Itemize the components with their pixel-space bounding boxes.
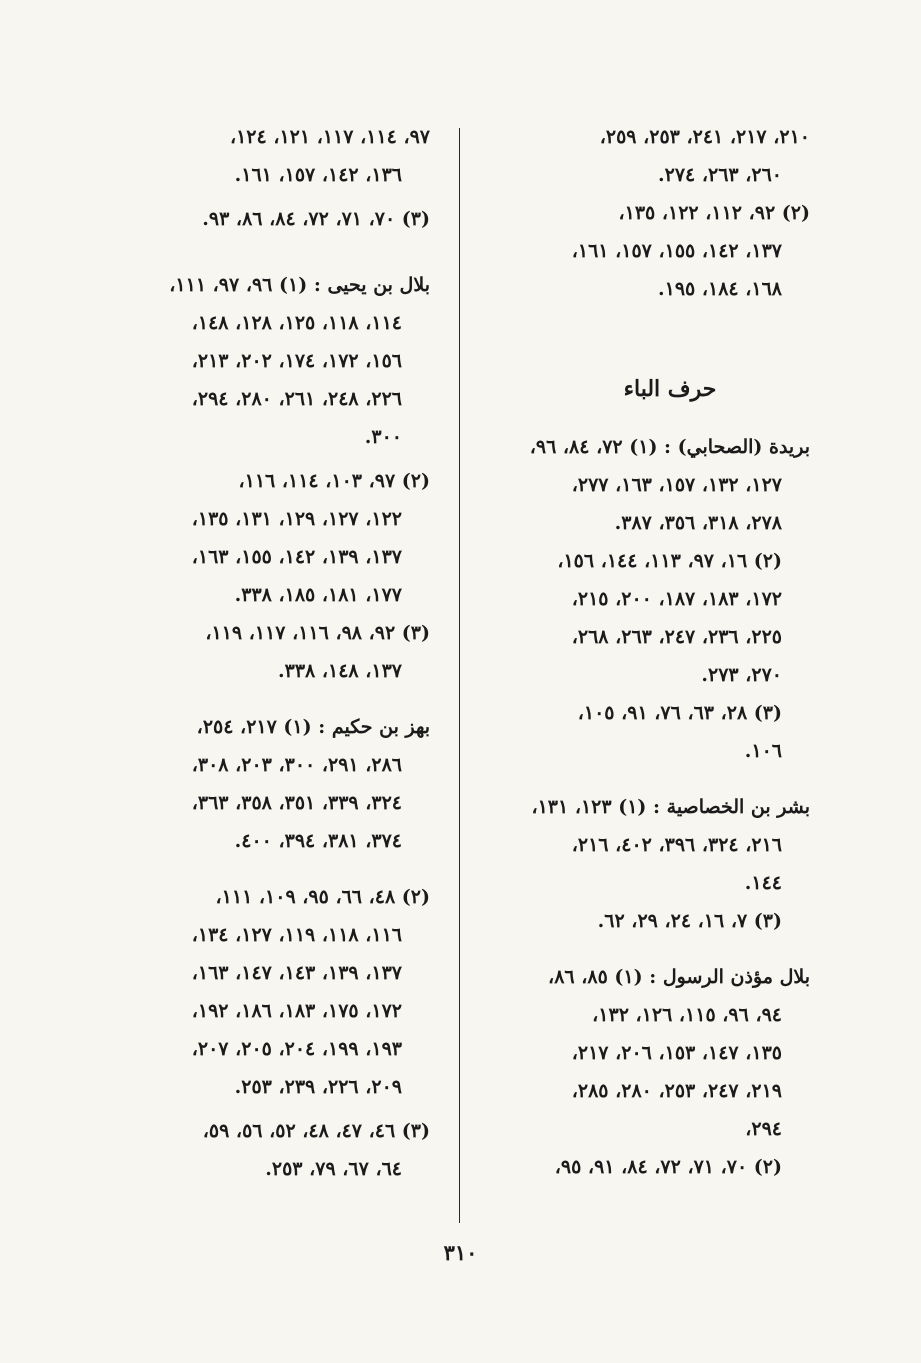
- index-line: ١٢٧، ١٣٢، ١٥٧، ١٦٣، ٢٧٧،: [571, 474, 782, 496]
- index-line: ٢٠٩، ٢٢٦، ٢٣٩، ٢٥٣.: [234, 1076, 402, 1098]
- index-line: ٦٤، ٦٧، ٧٩، ٢٥٣.: [265, 1158, 402, 1180]
- index-line: ٢٨٦، ٢٩١، ٣٠٠، ٢٠٣، ٣٠٨،: [191, 754, 402, 776]
- index-line: (٣) ٧، ١٦، ٢٤، ٢٩، ٦٢.: [597, 910, 782, 932]
- index-line: بلال بن يحيى : (١) ٩٦، ٩٧، ١١١،: [169, 274, 430, 296]
- left-column: [100, 118, 430, 1188]
- index-line: ٢٧٠، ٢٧٣.: [701, 664, 782, 686]
- entry-bahz: [100, 708, 430, 860]
- index-line: ٣٧٤، ٣٨١، ٣٩٤، ٤٠٠.: [234, 830, 402, 852]
- entry-continuation-top-2: [100, 200, 430, 238]
- index-line: بريدة (الصحابي) : (١) ٧٢، ٨٤، ٩٦،: [529, 436, 810, 458]
- index-line: ٢١٦، ٣٢٤، ٣٩٦، ٤٠٢، ٢١٦،: [571, 834, 782, 856]
- index-line: ١٣٧، ١٤٢، ١٥٥، ١٥٧، ١٦١،: [571, 240, 782, 262]
- index-line: ١٩٣، ١٩٩، ٢٠٤، ٢٠٥، ٢٠٧،: [191, 1038, 402, 1060]
- index-line: ١٣٧، ١٣٩، ١٤٢، ١٥٥، ١٦٣،: [191, 546, 402, 568]
- index-line: ١٤٤.: [744, 872, 782, 894]
- index-line: ٣٢٤، ٣٣٩، ٣٥١، ٣٥٨، ٣٦٣،: [191, 792, 402, 814]
- index-line: ٢١٠، ٢١٧، ٢٤١، ٢٥٣، ٢٥٩،: [599, 126, 810, 148]
- index-line: ٢٢٥، ٢٣٦، ٢٤٧، ٢٦٣، ٢٦٨،: [571, 626, 782, 648]
- entry-bilal-muadhin: [470, 958, 810, 1186]
- index-line: ١٧٧، ١٨١، ١٨٥، ٣٣٨.: [234, 584, 402, 606]
- index-line: ١٧٢، ١٨٣، ١٨٧، ٢٠٠، ٢١٥،: [571, 588, 782, 610]
- entry-bilal-yahya-2: [100, 462, 430, 690]
- index-line: ١١٤، ١١٨، ١٢٥، ١٢٨، ١٤٨،: [191, 312, 402, 334]
- index-line: ١٦٨، ١٨٤، ١٩٥.: [658, 278, 782, 300]
- index-line: ١٣٧، ١٤٨، ٣٣٨.: [278, 660, 402, 682]
- index-line: (٣) ٩٢، ٩٨، ١١٦، ١١٧، ١١٩،: [205, 622, 430, 644]
- index-line: (٣) ٧٠، ٧١، ٧٢، ٨٤، ٨٦، ٩٣.: [202, 208, 430, 230]
- section-heading: حرف الباء: [623, 376, 717, 402]
- index-line: بشر بن الخصاصية : (١) ١٢٣، ١٣١،: [531, 796, 810, 818]
- index-line: (٢) ٩٧، ١٠٣، ١١٤، ١١٦،: [238, 470, 430, 492]
- index-line: (٣) ٢٨، ٦٣، ٧٦، ٩١، ١٠٥،: [577, 702, 782, 724]
- index-line: ٣٠٠.: [364, 426, 402, 448]
- column-divider: [459, 128, 460, 1223]
- right-column: [470, 118, 810, 1186]
- entry-bahz-3: [100, 1112, 430, 1188]
- index-line: ١٢٢، ١٢٧، ١٢٩، ١٣١، ١٣٥،: [191, 508, 402, 530]
- index-line: ٢٦٠، ٢٦٣، ٢٧٤.: [658, 164, 782, 186]
- index-line: ٢٩٤،: [745, 1118, 782, 1140]
- index-line: ١٠٦.: [744, 740, 782, 762]
- index-line: (٢) ٤٨، ٦٦، ٩٥، ١٠٩، ١١١،: [215, 886, 430, 908]
- entry-burayda: [470, 428, 810, 770]
- entry-continuation-top: [470, 118, 810, 308]
- index-line: ٩٧، ١١٤، ١١٧، ١٢١، ١٢٤،: [229, 126, 430, 148]
- index-line: ٢٢٦، ٢٤٨، ٢٦١، ٢٨٠، ٢٩٤،: [191, 388, 402, 410]
- index-line: ١٣٧، ١٣٩، ١٤٣، ١٤٧، ١٦٣،: [191, 962, 402, 984]
- entry-bilal-yahya: [100, 266, 430, 456]
- index-line: (٣) ٤٦، ٤٧، ٤٨، ٥٢، ٥٦، ٥٩،: [202, 1120, 430, 1142]
- index-line: ١٣٦، ١٤٢، ١٥٧، ١٦١.: [234, 164, 402, 186]
- index-line: ١١٦، ١١٨، ١١٩، ١٢٧، ١٣٤،: [191, 924, 402, 946]
- index-line: ٢١٩، ٢٤٧، ٢٥٣، ٢٨٠، ٢٨٥،: [571, 1080, 782, 1102]
- index-line: ١٥٦، ١٧٢، ١٧٤، ٢٠٢، ٢١٣،: [191, 350, 402, 372]
- index-line: ٩٤، ٩٦، ١١٥، ١٢٦، ١٣٢،: [592, 1004, 782, 1026]
- index-line: (٢) ٩٢، ١١٢، ١٢٢، ١٣٥،: [618, 202, 810, 224]
- index-line: ١٧٢، ١٧٥، ١٨٣، ١٨٦، ١٩٢،: [191, 1000, 402, 1022]
- index-line: ٢٧٨، ٣١٨، ٣٥٦، ٣٨٧.: [614, 512, 782, 534]
- index-line: (٢) ٧٠، ٧١، ٧٢، ٨٤، ٩١، ٩٥،: [554, 1156, 782, 1178]
- index-line: بهز بن حكيم : (١) ٢١٧، ٢٥٤،: [196, 716, 430, 738]
- entry-continuation-top: [100, 118, 430, 194]
- entry-bishr: [470, 788, 810, 940]
- page-number: ٣١٠: [443, 1240, 478, 1265]
- index-line: بلال مؤذن الرسول : (١) ٨٥، ٨٦،: [548, 966, 810, 988]
- index-line: (٢) ١٦، ٩٧، ١١٣، ١٤٤، ١٥٦،: [557, 550, 782, 572]
- index-line: ١٣٥، ١٤٧، ١٥٣، ٢٠٦، ٢١٧،: [571, 1042, 782, 1064]
- entry-bahz-2: [100, 878, 430, 1106]
